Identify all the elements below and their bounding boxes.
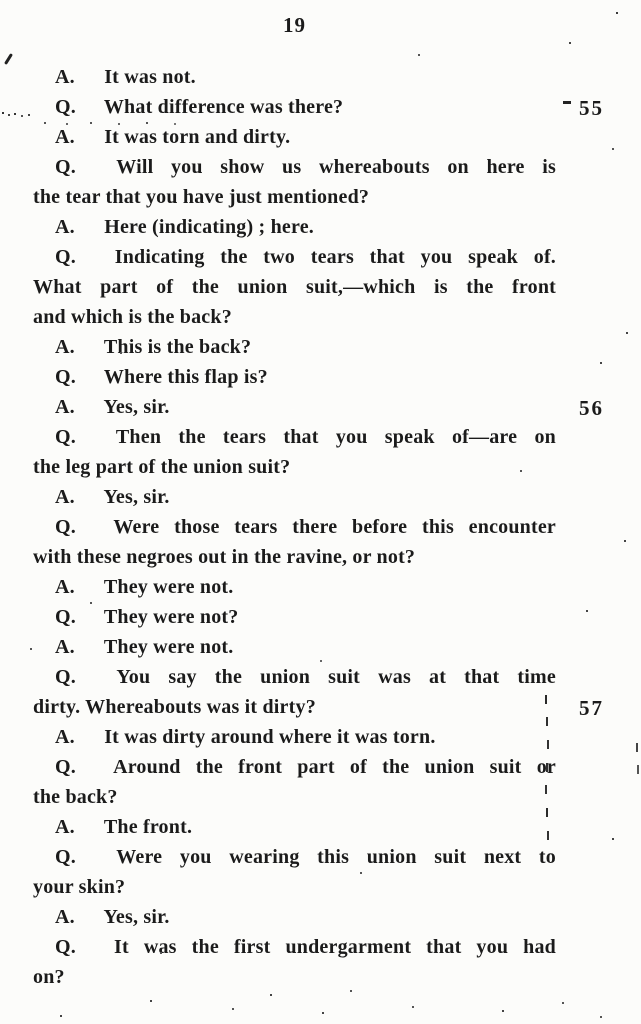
line-text: dirty. Whereabouts was it dirty? — [33, 696, 316, 718]
transcript-line-continuation — [33, 272, 556, 302]
line-text: your skin? — [33, 876, 126, 898]
line-text: the back? — [33, 786, 118, 808]
line-text: What difference was there? — [103, 96, 344, 118]
transcript-line-continuation — [33, 692, 604, 722]
margin-page-number: 56 — [579, 396, 604, 420]
transcript-line — [33, 722, 556, 752]
line-text: Will you show us whereabouts on here is — [116, 156, 556, 178]
speaker-label: Q. — [55, 426, 76, 448]
speaker-label: Q. — [55, 516, 76, 538]
transcript-line — [33, 362, 556, 392]
transcript-line-continuation — [33, 782, 556, 812]
speaker-label: Q. — [55, 846, 76, 868]
speaker-label: A. — [55, 816, 75, 838]
transcript-line — [33, 752, 556, 782]
scan-stain-marks — [545, 695, 547, 704]
speaker-label: Q. — [55, 606, 76, 628]
speaker-label: A. — [55, 906, 75, 928]
transcript-line — [33, 92, 604, 122]
transcript-line — [33, 932, 556, 962]
speaker-label: Q. — [55, 246, 76, 268]
line-text: the tear that you have just mentioned? — [33, 186, 370, 208]
line-text: Yes, sir. — [103, 486, 170, 508]
line-text: Where this flap is? — [103, 366, 268, 388]
transcript-line — [33, 482, 556, 512]
line-text: Around the front part of the union suit or — [113, 756, 556, 778]
margin-page-number: 57 — [579, 696, 604, 720]
line-text: the leg part of the union suit? — [33, 456, 291, 478]
scan-speckle-noise — [0, 0, 2, 2]
speaker-label: A. — [55, 66, 75, 88]
transcript-line — [33, 512, 556, 542]
speaker-label: Q. — [55, 96, 76, 118]
transcript-line — [33, 812, 556, 842]
transcript-line-continuation — [33, 452, 556, 482]
transcript-line — [33, 632, 556, 662]
transcript-line — [33, 152, 556, 182]
scan-dash-mark — [563, 101, 571, 104]
speaker-label: A. — [55, 726, 75, 748]
margin-page-number: 55 — [579, 96, 604, 120]
speaker-label: Q. — [55, 156, 76, 178]
line-text: It was torn and dirty. — [104, 126, 291, 148]
line-text: Were you wearing this union suit next to — [116, 846, 556, 868]
transcript-line — [33, 662, 556, 692]
line-text: Were those tears there before this encounter — [113, 516, 557, 538]
line-text: They were not. — [103, 576, 234, 598]
line-text: It was dirty around where it was torn. — [104, 726, 436, 748]
speaker-label: A. — [55, 336, 75, 358]
speaker-label: Q. — [55, 756, 76, 778]
speaker-label: A. — [55, 576, 75, 598]
transcript-line — [33, 62, 556, 92]
line-text: and which is the back? — [33, 306, 232, 328]
line-text: It was not. — [104, 66, 196, 88]
line-text: What part of the union suit,—which is the front — [33, 276, 556, 298]
transcript-line — [33, 422, 556, 452]
speaker-label: Q. — [55, 666, 76, 688]
line-text: with these negroes out in the ravine, or not? — [33, 546, 416, 568]
line-text: They were not? — [103, 606, 239, 628]
transcript-line — [33, 842, 556, 872]
transcript-line — [33, 572, 556, 602]
transcript-line — [33, 242, 556, 272]
transcript-line — [33, 332, 556, 362]
transcript-line-continuation — [33, 962, 556, 992]
line-text: This is the back? — [103, 336, 252, 358]
transcript — [33, 62, 604, 992]
transcript-line — [33, 122, 556, 152]
line-text: Then the tears that you speak of—are on — [115, 426, 556, 448]
line-text: Indicating the two tears that you speak of. — [114, 246, 557, 268]
speaker-label: A. — [55, 216, 75, 238]
transcript-line — [33, 602, 556, 632]
speaker-label: A. — [55, 396, 75, 418]
transcript-line-continuation — [33, 302, 556, 332]
speaker-label: Q. — [55, 936, 76, 958]
speaker-label: Q. — [55, 366, 76, 388]
scan-stray-mark — [4, 53, 13, 65]
line-text: Yes, sir. — [103, 396, 170, 418]
line-text: They were not. — [103, 636, 234, 658]
speaker-label: A. — [55, 126, 75, 148]
transcript-line — [33, 212, 556, 242]
transcript-line-continuation — [33, 182, 556, 212]
transcript-line — [33, 902, 556, 932]
line-text: Yes, sir. — [103, 906, 170, 928]
page-number: 19 — [283, 13, 306, 37]
speaker-label: A. — [55, 636, 75, 658]
transcript-line-continuation — [33, 872, 556, 902]
line-text: You say the union suit was at that time — [116, 666, 556, 688]
line-text: It was the first undergarment that you had — [114, 936, 556, 958]
transcript-line-continuation — [33, 542, 556, 572]
speaker-label: A. — [55, 486, 75, 508]
line-text: The front. — [103, 816, 193, 838]
line-text: Here (indicating) ; here. — [104, 216, 314, 238]
transcript-line — [33, 392, 604, 422]
line-text: on? — [33, 966, 65, 988]
